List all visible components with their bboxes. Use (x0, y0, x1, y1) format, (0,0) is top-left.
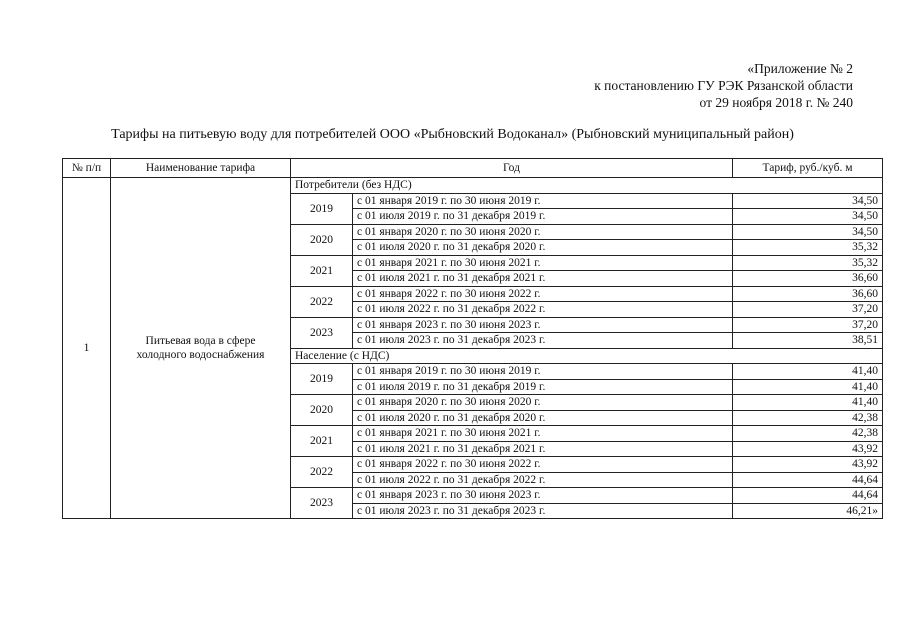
period-cell: с 01 января 2020 г. по 30 июня 2020 г. (353, 224, 733, 240)
year-cell: 2020 (291, 395, 353, 426)
price-cell: 35,32 (733, 240, 883, 256)
column-header-year: Год (291, 159, 733, 178)
year-cell: 2023 (291, 317, 353, 348)
period-cell: с 01 января 2023 г. по 30 июня 2023 г. (353, 488, 733, 504)
tariff-name-line: Питьевая вода в сфере (145, 335, 256, 347)
consumer-group-label: Потребители (без НДС) (291, 178, 883, 194)
document-title: Тарифы на питьевую воду для потребителей ООО «Рыбновский Водоканал» (Рыбновский муниципальный район) (111, 127, 794, 142)
appendix-resolution: к постановлению ГУ РЭК Рязанской области (594, 78, 853, 93)
period-cell: с 01 июля 2021 г. по 31 декабря 2021 г. (353, 271, 733, 287)
price-cell: 35,32 (733, 255, 883, 271)
period-cell: с 01 июля 2020 г. по 31 декабря 2020 г. (353, 410, 733, 426)
price-cell: 44,64 (733, 488, 883, 504)
price-cell: 37,20 (733, 302, 883, 318)
period-cell: с 01 января 2019 г. по 30 июня 2019 г. (353, 364, 733, 380)
price-cell: 41,40 (733, 395, 883, 411)
period-cell: с 01 января 2020 г. по 30 июня 2020 г. (353, 395, 733, 411)
period-cell: с 01 июля 2019 г. по 31 декабря 2019 г. (353, 379, 733, 395)
price-cell: 42,38 (733, 410, 883, 426)
period-cell: с 01 января 2022 г. по 30 июня 2022 г. (353, 457, 733, 473)
period-cell: с 01 января 2021 г. по 30 июня 2021 г. (353, 426, 733, 442)
group-header-row (63, 178, 883, 194)
consumer-group-label: Население (с НДС) (291, 348, 883, 364)
price-cell: 37,20 (733, 317, 883, 333)
year-cell: 2023 (291, 488, 353, 519)
price-cell: 44,64 (733, 472, 883, 488)
year-cell: 2022 (291, 457, 353, 488)
period-cell: с 01 июля 2023 г. по 31 декабря 2023 г. (353, 503, 733, 519)
period-cell: с 01 июля 2022 г. по 31 декабря 2022 г. (353, 302, 733, 318)
row-number: 1 (63, 178, 111, 519)
column-header-price: Тариф, руб./куб. м (733, 159, 883, 178)
price-cell: 34,50 (733, 193, 883, 209)
tariff-name (111, 178, 291, 519)
column-header-number: № п/п (63, 159, 111, 178)
period-cell: с 01 июля 2022 г. по 31 декабря 2022 г. (353, 472, 733, 488)
price-cell: 42,38 (733, 426, 883, 442)
tariff-table-body (63, 178, 883, 519)
price-cell: 36,60 (733, 286, 883, 302)
period-cell: с 01 января 2019 г. по 30 июня 2019 г. (353, 193, 733, 209)
column-header-tariff-name: Наименование тарифа (111, 159, 291, 178)
price-cell: 41,40 (733, 364, 883, 380)
price-cell: 36,60 (733, 271, 883, 287)
price-cell: 43,92 (733, 441, 883, 457)
price-cell: 41,40 (733, 379, 883, 395)
year-cell: 2022 (291, 286, 353, 317)
appendix-header (594, 60, 853, 111)
appendix-date: от 29 ноября 2018 г. № 240 (699, 95, 853, 110)
year-cell: 2019 (291, 193, 353, 224)
year-cell: 2020 (291, 224, 353, 255)
period-cell: с 01 июля 2023 г. по 31 декабря 2023 г. (353, 333, 733, 349)
year-cell: 2021 (291, 426, 353, 457)
period-cell: с 01 января 2022 г. по 30 июня 2022 г. (353, 286, 733, 302)
tariff-table (62, 158, 883, 519)
period-cell: с 01 июля 2019 г. по 31 декабря 2019 г. (353, 209, 733, 225)
period-cell: с 01 января 2021 г. по 30 июня 2021 г. (353, 255, 733, 271)
price-cell: 43,92 (733, 457, 883, 473)
table-header-row (63, 159, 883, 178)
price-cell: 38,51 (733, 333, 883, 349)
price-cell: 46,21» (733, 503, 883, 519)
period-cell: с 01 июля 2020 г. по 31 декабря 2020 г. (353, 240, 733, 256)
year-cell: 2019 (291, 364, 353, 395)
price-cell: 34,50 (733, 209, 883, 225)
period-cell: с 01 января 2023 г. по 30 июня 2023 г. (353, 317, 733, 333)
tariff-name-line: холодного водоснабжения (136, 349, 265, 361)
period-cell: с 01 июля 2021 г. по 31 декабря 2021 г. (353, 441, 733, 457)
year-cell: 2021 (291, 255, 353, 286)
appendix-number: «Приложение № 2 (747, 61, 853, 76)
price-cell: 34,50 (733, 224, 883, 240)
